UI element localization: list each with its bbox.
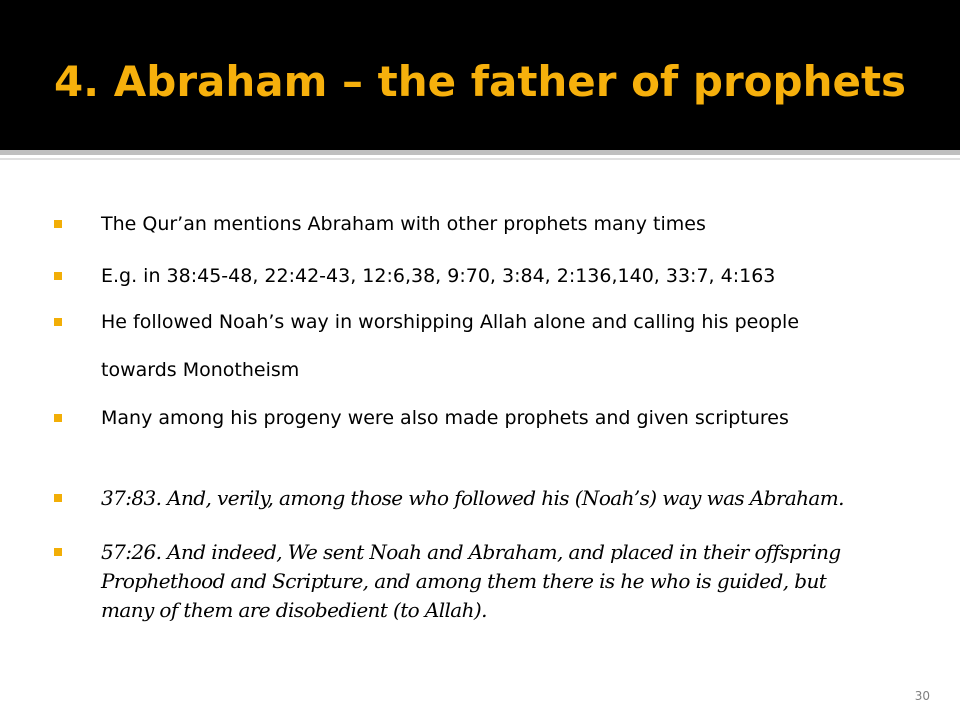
quote-line: 57:26. And indeed, We sent Noah and Abraham, and placed in their offspring (101, 540, 841, 564)
bullet-line: towards Monotheism (101, 359, 300, 381)
bullet-square-icon (54, 272, 62, 280)
bullet-line: He followed Noah’s way in worshipping Allah alone and calling his people (101, 311, 800, 333)
title-divider-thin (0, 158, 960, 160)
bullet-line: Many among his progeny were also made prophets and given scriptures (101, 407, 789, 429)
bullet-square-icon (54, 494, 62, 502)
title-divider (0, 150, 960, 155)
bullet-text (101, 394, 914, 442)
quote-line: 37:83. And, verily, among those who followed his (Noah’s) way was Abraham. (101, 486, 844, 510)
quote-line: Prophethood and Scripture, and among them there is he who is guided, but (101, 569, 827, 593)
quote-text (101, 484, 914, 513)
bullet-square-icon (54, 220, 62, 228)
bullet-text (101, 298, 914, 394)
bullet-text (101, 200, 914, 248)
bullet-text (101, 252, 914, 300)
page-number: 30 (914, 689, 930, 703)
slide-title: 4. Abraham – the father of prophets (53, 57, 907, 106)
bullet-line: E.g. in 38:45-48, 22:42-43, 12:6,38, 9:70, 3:84, 2:136,140, 33:7, 4:163 (101, 265, 776, 287)
quote-text (101, 538, 914, 625)
bullet-square-icon (54, 414, 62, 422)
title-bar (0, 0, 960, 150)
bullet-square-icon (54, 318, 62, 326)
quote-line: many of them are disobedient (to Allah). (101, 598, 487, 622)
bullet-line: The Qur’an mentions Abraham with other prophets many times (101, 213, 706, 235)
bullet-square-icon (54, 548, 62, 556)
